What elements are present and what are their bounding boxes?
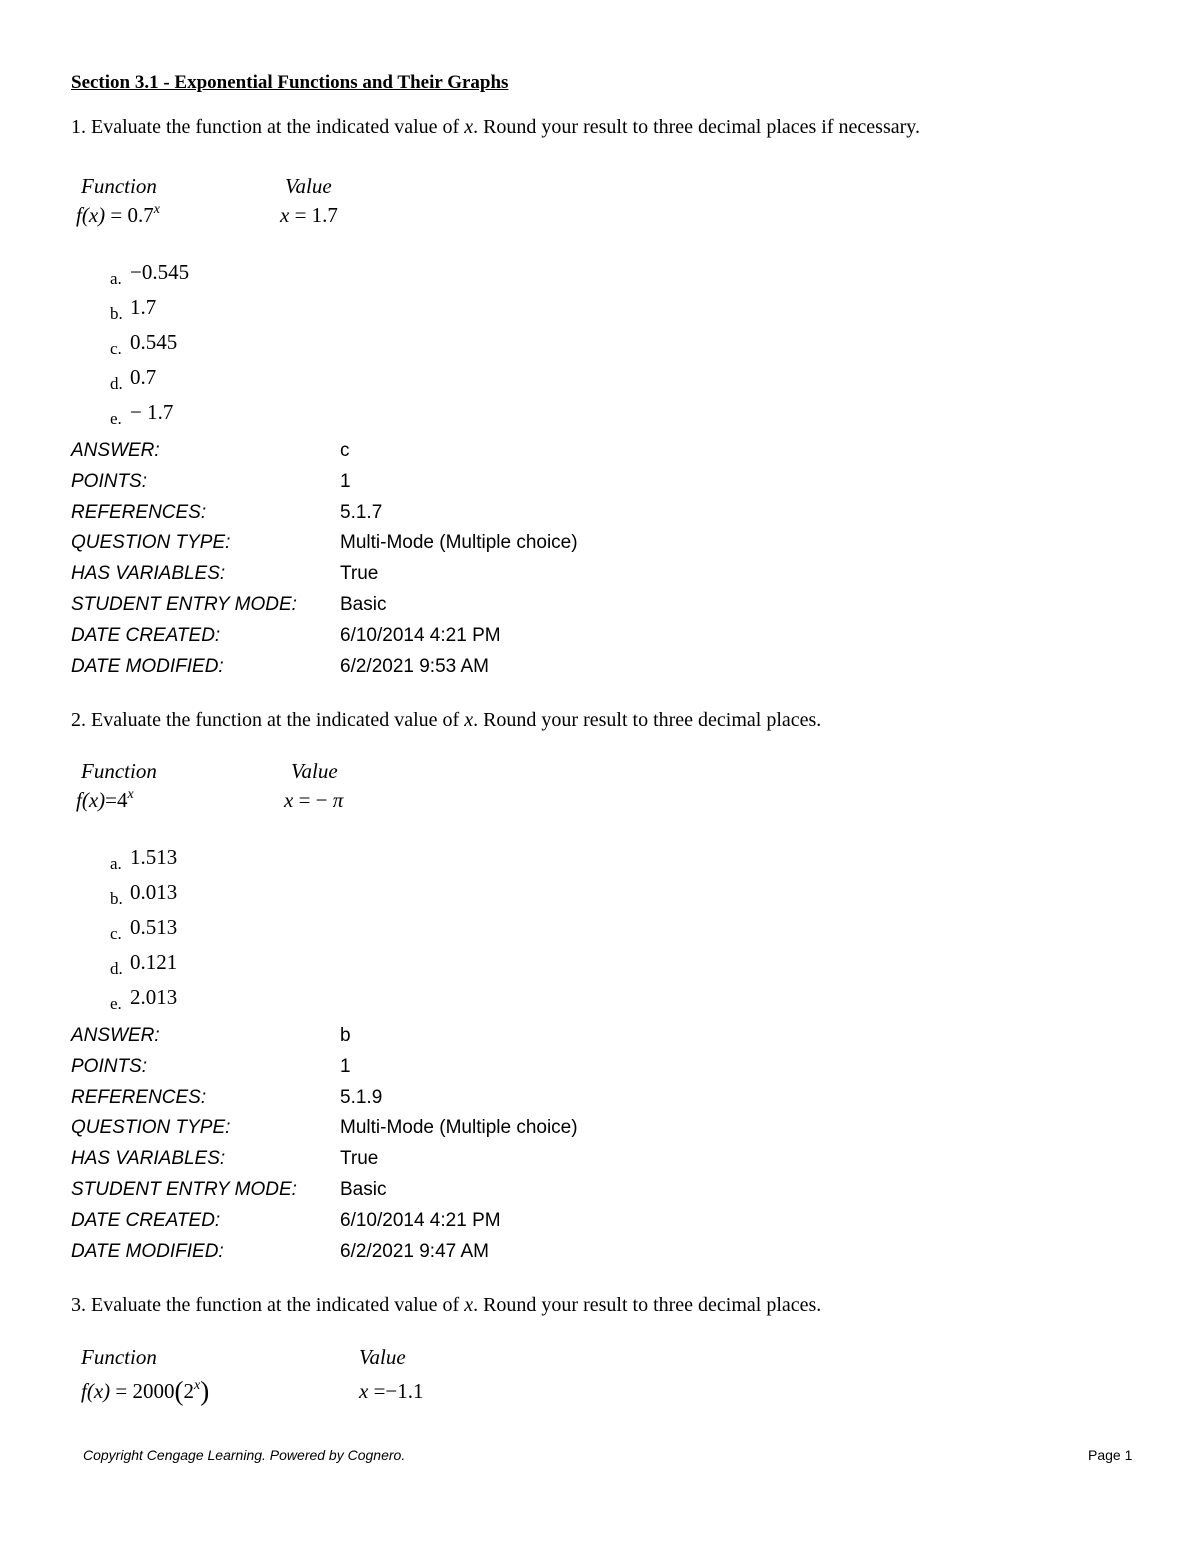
- meta-value: Basic: [340, 593, 387, 615]
- function-base: 2: [183, 1379, 194, 1403]
- choice-label: c.: [110, 924, 122, 943]
- choice-b[interactable]: [110, 880, 177, 909]
- meta-key: REFERENCES:: [71, 501, 207, 523]
- function-expression: [76, 203, 160, 228]
- value-variable: x: [359, 1379, 369, 1403]
- meta-row-question-type: [71, 532, 771, 563]
- meta-row-has-variables: [71, 563, 771, 594]
- value-equals: =: [294, 203, 307, 227]
- choice-label: b.: [110, 889, 123, 908]
- meta-value: 6/10/2014 4:21 PM: [340, 624, 501, 646]
- meta-key: DATE MODIFIED:: [71, 1240, 224, 1262]
- choice-label: a.: [110, 854, 122, 873]
- equals-sign: =: [110, 203, 123, 227]
- value-header: Value: [291, 759, 338, 783]
- question-1-text: [71, 116, 920, 139]
- choice-d[interactable]: [110, 365, 156, 394]
- meta-key: DATE MODIFIED:: [71, 655, 224, 677]
- question-prompt: Evaluate the function at the indicated value of: [91, 709, 460, 731]
- value-number: 1.7: [311, 203, 338, 227]
- meta-value: 6/10/2014 4:21 PM: [340, 1209, 501, 1231]
- choice-value: −0.545: [130, 260, 190, 284]
- choice-value: 0.545: [130, 330, 178, 354]
- choice-a[interactable]: [110, 845, 177, 874]
- value-equals: =: [373, 1379, 386, 1403]
- meta-value: True: [340, 563, 379, 585]
- meta-value: 6/2/2021 9:53 AM: [340, 655, 489, 677]
- meta-row-has-variables: [71, 1148, 771, 1179]
- meta-value: 5.1.9: [340, 1086, 383, 1108]
- footer-copyright: Copyright Cengage Learning. Powered by Cognero.: [83, 1447, 406, 1463]
- value-header: Value: [359, 1345, 406, 1369]
- meta-row-student-entry-mode: [71, 594, 771, 625]
- meta-key: ANSWER:: [71, 440, 160, 461]
- function-lhs: f(x): [76, 203, 106, 227]
- meta-key: POINTS:: [71, 1055, 148, 1077]
- meta-value: 1: [340, 1055, 351, 1077]
- meta-key: DATE CREATED:: [71, 1209, 221, 1231]
- meta-key: STUDENT ENTRY MODE:: [71, 1178, 297, 1200]
- open-paren-icon: (: [174, 1376, 184, 1406]
- question-variable: x: [464, 116, 474, 138]
- footer-page-number: Page 1: [1088, 1447, 1133, 1463]
- section-title: Section 3.1 - Exponential Functions and Their Graphs: [71, 72, 509, 93]
- meta-key: POINTS:: [71, 470, 148, 492]
- choice-value: 1.7: [130, 295, 157, 319]
- meta-row-answer: [71, 1025, 771, 1056]
- meta-row-date-created: [71, 1210, 771, 1241]
- question-3-text: [71, 1294, 821, 1317]
- question-prompt-end: . Round your result to three decimal places if necessary.: [473, 116, 920, 138]
- choice-c[interactable]: [110, 330, 177, 359]
- question-2-metadata: [71, 1025, 771, 1271]
- meta-key: QUESTION TYPE:: [71, 1117, 231, 1139]
- function-lhs: f(x): [76, 788, 106, 812]
- meta-value: 6/2/2021 9:47 AM: [340, 1240, 489, 1262]
- meta-value: Multi-Mode (Multiple choice): [340, 1117, 578, 1139]
- question-variable: x: [464, 709, 474, 731]
- meta-value: Basic: [340, 1178, 387, 1200]
- meta-key: DATE CREATED:: [71, 624, 221, 646]
- choice-value: 0.513: [130, 915, 178, 939]
- choice-label: c.: [110, 339, 122, 358]
- function-lhs: f(x): [81, 1379, 111, 1403]
- equals-sign: =: [105, 788, 117, 812]
- value-expression: [359, 1379, 424, 1404]
- meta-value: 1: [340, 470, 351, 492]
- function-header: Function: [81, 174, 157, 198]
- choice-label: a.: [110, 269, 122, 288]
- question-variable: x: [464, 1294, 474, 1316]
- choice-label: d.: [110, 374, 123, 393]
- meta-key: STUDENT ENTRY MODE:: [71, 593, 297, 615]
- question-2-text: [71, 709, 821, 732]
- function-exponent: x: [127, 787, 134, 802]
- meta-value: Multi-Mode (Multiple choice): [340, 532, 578, 554]
- value-header: Value: [285, 174, 332, 198]
- meta-row-points: [71, 471, 771, 502]
- meta-value: c: [340, 440, 350, 461]
- function-header: Function: [81, 759, 157, 783]
- function-expression: [76, 788, 134, 813]
- value-expression: [280, 203, 338, 228]
- choice-a[interactable]: [110, 260, 189, 289]
- value-variable: x: [284, 788, 294, 812]
- choice-c[interactable]: [110, 915, 177, 944]
- choice-label: e.: [110, 409, 122, 428]
- choice-value: − 1.7: [130, 400, 174, 424]
- function-base: 0.7: [127, 203, 154, 227]
- function-base: 4: [117, 788, 128, 812]
- function-expression: [81, 1376, 210, 1406]
- function-exponent: x: [153, 202, 160, 217]
- value-variable: x: [280, 203, 290, 227]
- question-1-metadata: [71, 440, 771, 686]
- choice-d[interactable]: [110, 950, 177, 979]
- value-expression: [284, 788, 343, 813]
- meta-row-date-modified: [71, 656, 771, 687]
- meta-key: HAS VARIABLES:: [71, 563, 226, 585]
- meta-row-date-created: [71, 625, 771, 656]
- function-header: Function: [81, 1345, 157, 1369]
- meta-value: b: [340, 1025, 351, 1046]
- question-prompt: Evaluate the function at the indicated value of: [91, 1294, 460, 1316]
- choice-value: 0.7: [130, 365, 157, 389]
- choice-value: 2.013: [130, 985, 178, 1009]
- choice-e[interactable]: [110, 400, 173, 429]
- meta-key: QUESTION TYPE:: [71, 532, 231, 554]
- meta-row-question-type: [71, 1117, 771, 1148]
- meta-value: True: [340, 1148, 379, 1170]
- function-coefficient: 2000: [132, 1379, 175, 1403]
- question-prompt: Evaluate the function at the indicated value of: [91, 116, 460, 138]
- function-exponent: x: [194, 1378, 201, 1393]
- choice-label: d.: [110, 959, 123, 978]
- meta-row-student-entry-mode: [71, 1179, 771, 1210]
- meta-row-references: [71, 1087, 771, 1118]
- meta-row-points: [71, 1056, 771, 1087]
- choice-label: e.: [110, 994, 122, 1013]
- meta-key: ANSWER:: [71, 1025, 160, 1046]
- choice-b[interactable]: [110, 295, 156, 324]
- choice-value: 0.121: [130, 950, 178, 974]
- meta-row-references: [71, 502, 771, 533]
- question-prompt-end: . Round your result to three decimal places.: [473, 1294, 822, 1316]
- choice-value: 0.013: [130, 880, 178, 904]
- meta-value: 5.1.7: [340, 501, 383, 523]
- question-prompt-end: . Round your result to three decimal places.: [473, 709, 822, 731]
- question-number: 3.: [71, 1294, 86, 1316]
- choice-e[interactable]: [110, 985, 177, 1014]
- value-equals: = −: [298, 788, 328, 812]
- question-number: 2.: [71, 709, 86, 731]
- choice-value: 1.513: [130, 845, 178, 869]
- choice-label: b.: [110, 304, 123, 323]
- value-number: π: [332, 788, 344, 812]
- meta-row-answer: [71, 440, 771, 471]
- meta-row-date-modified: [71, 1241, 771, 1272]
- equals-sign: =: [115, 1379, 128, 1403]
- meta-key: HAS VARIABLES:: [71, 1148, 226, 1170]
- question-number: 1.: [71, 116, 86, 138]
- value-number: −1.1: [385, 1379, 424, 1403]
- close-paren-icon: ): [200, 1376, 210, 1406]
- meta-key: REFERENCES:: [71, 1086, 207, 1108]
